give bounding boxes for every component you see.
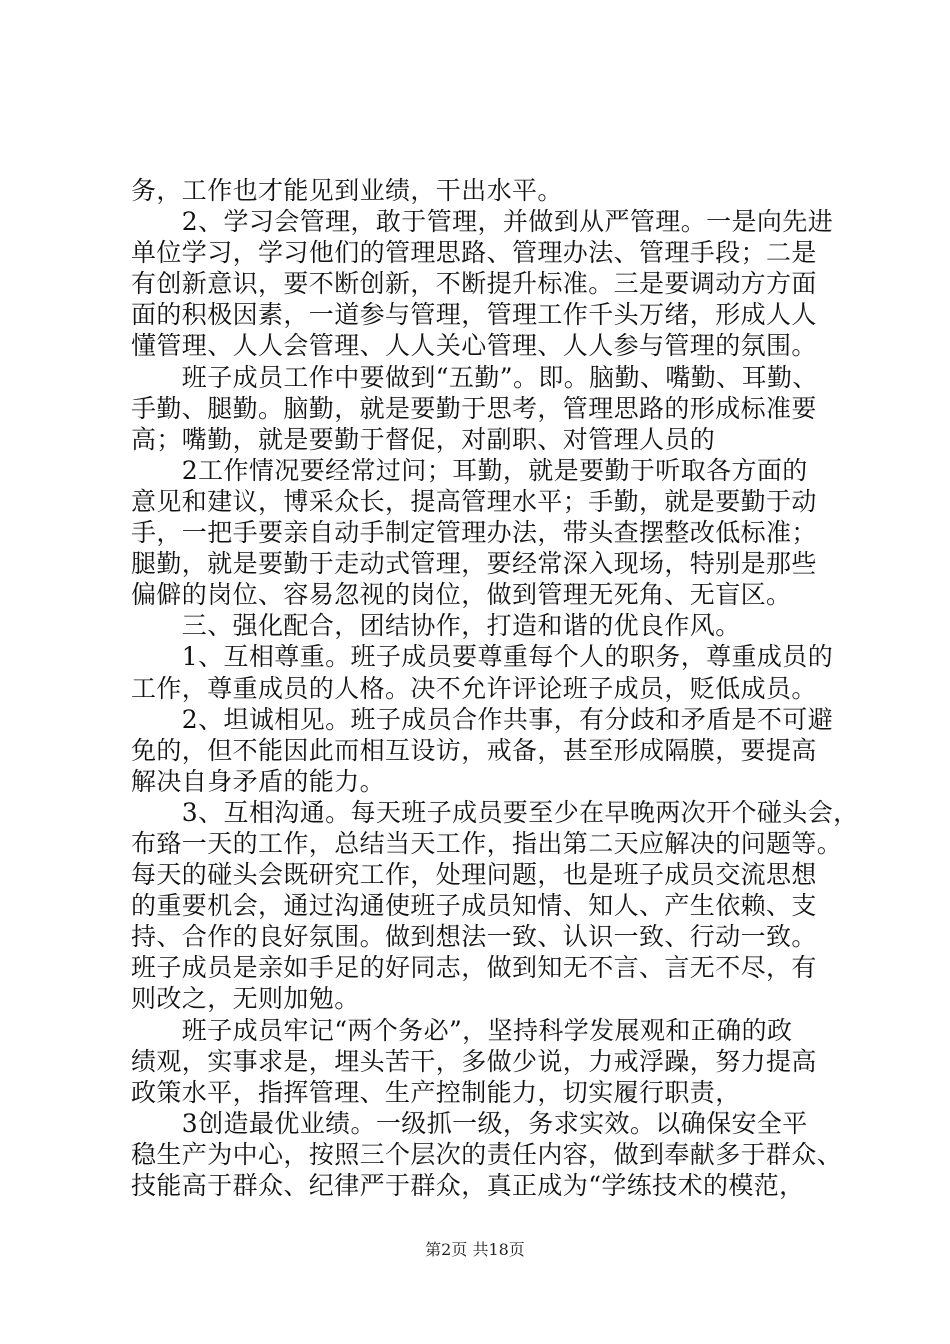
text-line: 手勤、腿勤。脑勤，就是要勤于思考，管理思路的形成标准要 (131, 393, 817, 423)
text-line: 班子成员是亲如手足的好同志，做到知无不言、言无不尽，有 (131, 953, 817, 983)
text-line: 班子成员牢记“两个务必”，坚持科学发展观和正确的政 (131, 1015, 793, 1045)
text-line: 布臵一天的工作，总结当天工作，指出第二天应解决的问题等。 (131, 828, 843, 858)
text-line: 稳生产为中心，按照三个层次的责任内容，做到奉献多于群众、 (131, 1139, 843, 1169)
text-line: 班子成员工作中要做到“五勤”。即。脑勤、嘴勤、耳勤、 (131, 362, 818, 392)
text-line: 2、坦诚相见。班子成员合作共事，有分歧和矛盾是不可避 (131, 704, 834, 734)
page-footer: 第2页 共18页 (425, 1240, 525, 1259)
text-line: 腿勤，就是要勤于走动式管理，要经常深入现场，特别是那些 (131, 549, 817, 579)
text-line: 3、互相沟通。每天班子成员要至少在早晚两次开个碰头会， (131, 797, 859, 827)
text-line: 每天的碰头会既研究工作，处理问题，也是班子成员交流思想 (131, 860, 817, 890)
text-line: 技能高于群众、纪律严于群众，真正成为“学练技术的模范， (131, 1171, 805, 1200)
text-line: 政策水平，指挥管理、生产控制能力，切实履行职责， (131, 1077, 741, 1107)
text-line: 1、互相尊重。班子成员要尊重每个人的职务，尊重成员的 (131, 642, 834, 672)
text-line: 绩观，实事求是，埋头苦干，多做少说，力戒浮躁，努力提高 (131, 1046, 817, 1076)
text-line: 意见和建议，博采众长，提高管理水平；手勤，就是要勤于动 (131, 486, 817, 516)
text-line: 持、合作的良好氛围。做到想法一致、认识一致、行动一致。 (131, 922, 817, 952)
text-line: 偏僻的岗位、容易忽视的岗位，做到管理无死角、无盲区。 (131, 580, 792, 610)
text-line: 2工作情况要经常过问；耳勤，就是要勤于听取各方面的 (131, 455, 808, 485)
text-line: 务，工作也才能见到业绩，干出水平。 (131, 176, 563, 205)
text-line: 解决自身矛盾的能力。 (131, 766, 386, 796)
text-line: 单位学习，学习他们的管理思路、管理办法、管理手段；二是 (131, 238, 817, 268)
text-line: 面的积极因素，一道参与管理，管理工作千头万绪，形成人人 (131, 300, 817, 330)
text-line: 懂管理、人人会管理、人人关心管理、人人参与管理的氛围。 (131, 331, 817, 361)
text-line: 2、学习会管理，敢于管理，并做到从严管理。一是向先进 (131, 207, 834, 237)
text-line: 高；嘴勤，就是要勤于督促，对副职、对管理人员的 (131, 424, 716, 454)
text-line: 手，一把手要亲自动手制定管理办法，带头查摆整改低标准； (131, 518, 817, 548)
text-line: 则改之，无则加勉。 (131, 984, 360, 1014)
text-line: 工作，尊重成员的人格。决不允许评论班子成员，贬低成员。 (131, 673, 817, 703)
text-line: 免的，但不能因此而相互设访，戒备，甚至形成隔膜，要提高 (131, 735, 817, 765)
text-line: 三、强化配合，团结协作，打造和谐的优良作风。 (131, 611, 741, 641)
text-line: 3创造最优业绩。一级抓一级，务求实效。以确保安全平 (131, 1108, 808, 1138)
text-line: 有创新意识，要不断创新，不断提升标准。三是要调动方方面 (131, 269, 817, 299)
body-text (131, 175, 859, 1201)
text-line: 的重要机会，通过沟通使班子成员知情、知人、产生依赖、支 (131, 891, 817, 921)
